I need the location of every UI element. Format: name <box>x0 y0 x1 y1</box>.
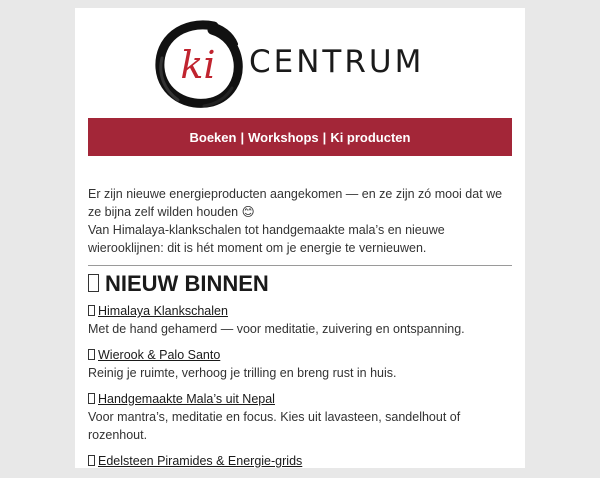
list-item <box>88 302 514 338</box>
product-link[interactable]: Wierook & Palo Santo <box>98 348 221 362</box>
section-divider <box>88 265 512 266</box>
product-description: Met de hand gehamerd — voor meditatie, zuivering en ontspanning. <box>88 322 465 336</box>
nav-separator: | <box>240 129 245 145</box>
section-heading <box>88 271 269 297</box>
intro-paragraph-2: Van Himalaya-klankschalen tot handgemaakte mala’s en nieuwe wierooklijnen: dit is hét moment om je energie te vernieuwen. <box>88 223 445 255</box>
list-item <box>88 452 514 470</box>
missing-glyph-icon <box>88 274 99 292</box>
top-navigation <box>88 118 512 156</box>
product-link[interactable]: Himalaya Klankschalen <box>98 304 228 318</box>
product-list <box>88 302 514 478</box>
missing-glyph-icon <box>88 305 95 316</box>
missing-glyph-icon <box>88 349 95 360</box>
logo-mark-text: ki <box>180 43 216 87</box>
intro-paragraph-1: Er zijn nieuwe energieproducten aangekomen — en ze zijn zó mooi dat we ze bijna zelf wilden houden 😊 <box>88 187 503 219</box>
email-card <box>75 8 525 468</box>
product-description: Voor mantra’s, meditatie en focus. Kies uit lavasteen, sandelhout of rozenhout. <box>88 410 461 442</box>
nav-link-ki-producten[interactable]: Ki producten <box>330 129 411 145</box>
list-item <box>88 346 514 382</box>
nav-link-boeken[interactable]: Boeken <box>189 129 237 145</box>
missing-glyph-icon <box>88 455 95 466</box>
nav-link-workshops[interactable]: Workshops <box>248 129 319 145</box>
missing-glyph-icon <box>88 393 95 404</box>
section-title: NIEUW BINNEN <box>105 271 269 296</box>
product-link[interactable]: Edelsteen Piramides & Energie-grids <box>98 454 303 468</box>
list-item <box>88 390 514 444</box>
ki-centrum-logo[interactable] <box>75 8 525 118</box>
logo-wordmark: CENTRUM <box>249 44 425 80</box>
nav-separator: | <box>322 129 327 145</box>
intro-text <box>88 185 514 257</box>
product-link[interactable]: Handgemaakte Mala’s uit Nepal <box>98 392 275 406</box>
enso-logo-icon <box>152 18 244 110</box>
product-description: Reinig je ruimte, verhoog je trilling en breng rust in huis. <box>88 366 397 380</box>
